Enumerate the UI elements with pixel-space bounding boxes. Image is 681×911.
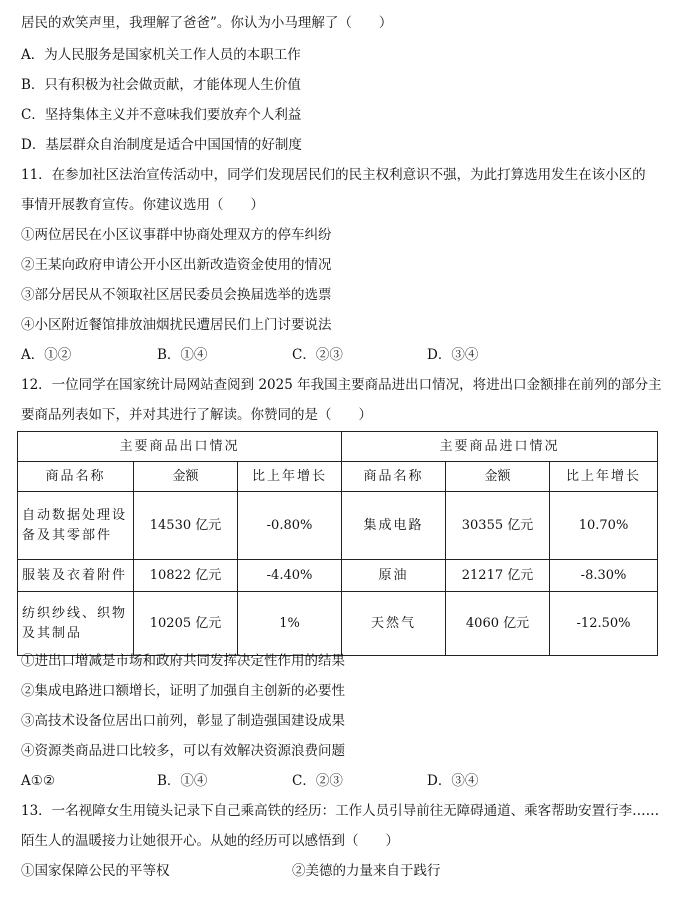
q12-item-3: ③高技术设备位居出口前列，彰显了制造强国建设成果	[21, 713, 345, 729]
table-cell: 集成电路	[342, 492, 446, 560]
q12-item-1: ①进出口增减是市场和政府共同发挥决定性作用的结果	[21, 653, 345, 669]
table-cell: -4.40%	[238, 560, 342, 592]
table-cell: 10.70%	[550, 492, 658, 560]
table-cell: 纺织纱线、织物及其制品	[18, 592, 134, 656]
q13-stem-line2: 陌生人的温暖接力让她很开心。从她的经历可以感悟到（ ）	[21, 833, 399, 849]
q11-item-3: ③部分居民从不领取社区居民委员会换届选举的选票	[21, 287, 332, 303]
q12-stem-line2: 要商品列表如下，并对其进行了解读。你赞同的是（ ）	[21, 407, 372, 423]
column-header: 商品名称	[342, 462, 446, 492]
q11-item-1: ①两位居民在小区议事群中协商处理双方的停车纠纷	[21, 227, 332, 243]
column-header: 商品名称	[18, 462, 134, 492]
table-cell: 21217 亿元	[446, 560, 550, 592]
q10-option-d: D．基层群众自治制度是适合中国国情的好制度	[21, 137, 302, 153]
table-cell: 10822 亿元	[134, 560, 238, 592]
column-header: 比上年增长	[550, 462, 658, 492]
table-cell: 1%	[238, 592, 342, 656]
q12-stem-line1: 12．一位同学在国家统计局网站查阅到 2025 年我国主要商品进出口情况，将进出口金额排在前列的部分主	[21, 377, 662, 393]
column-header: 金额	[446, 462, 550, 492]
q12-choice-c: C．②③	[292, 773, 343, 789]
q11-choice-b: B．①④	[157, 347, 208, 363]
q11-choice-c: C．②③	[292, 347, 343, 363]
import-section-title: 主要商品进口情况	[342, 432, 658, 462]
table-cell: 自动数据处理设备及其零部件	[18, 492, 134, 560]
q13-item-1: ①国家保障公民的平等权	[21, 863, 170, 879]
table-cell: 30355 亿元	[446, 492, 550, 560]
table-cell: -12.50%	[550, 592, 658, 656]
table-cell: -0.80%	[238, 492, 342, 560]
table-cell: 服装及衣着附件	[18, 560, 134, 592]
q12-choice-b: B．①④	[157, 773, 208, 789]
q11-stem-line1: 11．在参加社区法治宣传活动中，同学们发现居民们的民主权利意识不强，为此打算选用发生在该小区的	[21, 167, 646, 183]
table-cell: -8.30%	[550, 560, 658, 592]
table-cell: 14530 亿元	[134, 492, 238, 560]
table-cell: 原油	[342, 560, 446, 592]
table-cell: 天然气	[342, 592, 446, 656]
q10-option-c: C．坚持集体主义并不意味我们要放弃个人利益	[21, 107, 302, 123]
export-section-title: 主要商品出口情况	[18, 432, 342, 462]
column-header: 金额	[134, 462, 238, 492]
q12-choice-a: A①②	[21, 773, 55, 789]
table-column-header-row	[18, 462, 658, 492]
q11-item-2: ②王某向政府申请公开小区出新改造资金使用的情况	[21, 257, 332, 273]
table-row	[18, 592, 658, 656]
q13-item-2: ②美德的力量来自于践行	[292, 863, 441, 879]
q12-item-4: ④资源类商品进口比较多，可以有效解决资源浪费问题	[21, 743, 345, 759]
q10-stem-tail: 居民的欢笑声里，我理解了爸爸”。你认为小马理解了（ ）	[21, 15, 393, 31]
q11-choice-d: D．③④	[427, 347, 479, 363]
table-row	[18, 560, 658, 592]
table-row	[18, 492, 658, 560]
table-cell: 4060 亿元	[446, 592, 550, 656]
q11-stem-line2: 事情开展教育宣传。你建议选用（ ）	[21, 197, 264, 213]
q11-item-4: ④小区附近餐馆排放油烟扰民遭居民们上门讨要说法	[21, 317, 332, 333]
table-cell: 10205 亿元	[134, 592, 238, 656]
column-header: 比上年增长	[238, 462, 342, 492]
q10-option-a: A．为人民服务是国家机关工作人员的本职工作	[21, 47, 301, 63]
table-group-header-row	[18, 432, 658, 462]
trade-table	[17, 431, 658, 656]
q12-item-2: ②集成电路进口额增长，证明了加强自主创新的必要性	[21, 683, 345, 699]
q12-choice-d: D．③④	[427, 773, 479, 789]
q10-option-b: B．只有积极为社会做贡献，才能体现人生价值	[21, 77, 301, 93]
q13-stem-line1: 13．一名视障女生用镜头记录下自己乘高铁的经历：工作人员引导前往无障碍通道、乘客帮助安置行李……	[21, 803, 660, 819]
q11-choice-a: A．①②	[21, 347, 72, 363]
